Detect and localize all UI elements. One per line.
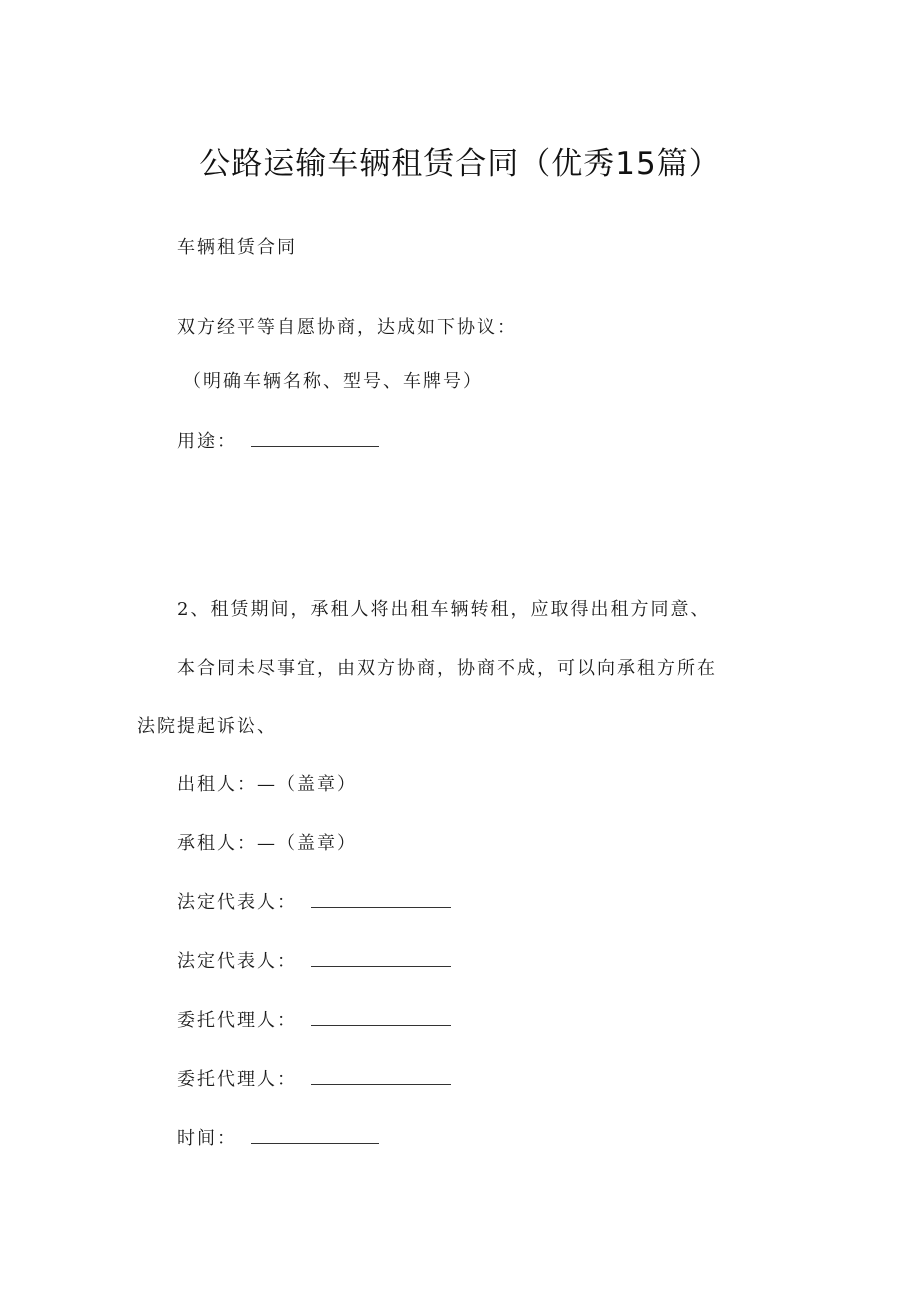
- legal-rep-blank-1: [311, 891, 451, 908]
- legal-rep-row-2: [177, 950, 451, 974]
- purpose-row: [177, 430, 379, 454]
- clause-misc-line2: 法院提起诉讼、: [137, 716, 277, 737]
- legal-rep-label-2: 法定代表人：: [177, 951, 297, 972]
- agent-blank-2: [311, 1068, 451, 1085]
- legal-rep-row-1: [177, 891, 451, 915]
- vehicle-note: （明确车辆名称、型号、车牌号）: [183, 371, 483, 392]
- legal-rep-blank-2: [311, 950, 451, 967]
- lessee-signature: 承租人：—（盖章）: [177, 833, 357, 854]
- time-row: [177, 1127, 379, 1151]
- purpose-blank: [251, 430, 379, 447]
- document-title: 公路运输车辆租赁合同（优秀15篇）: [199, 146, 721, 182]
- clause-2: 2、租赁期间，承租人将出租车辆转租，应取得出租方同意、: [177, 599, 711, 620]
- agent-label-2: 委托代理人：: [177, 1069, 297, 1090]
- intro-text: 双方经平等自愿协商，达成如下协议：: [177, 317, 517, 338]
- time-blank: [251, 1127, 379, 1144]
- agent-label-1: 委托代理人：: [177, 1010, 297, 1031]
- agent-row-2: [177, 1068, 451, 1092]
- clause-misc-line1: 本合同未尽事宜，由双方协商，协商不成，可以向承租方所在: [177, 658, 717, 679]
- agent-blank-1: [311, 1009, 451, 1026]
- time-label: 时间：: [177, 1128, 237, 1149]
- purpose-label: 用途：: [177, 431, 237, 452]
- agent-row-1: [177, 1009, 451, 1033]
- legal-rep-label-1: 法定代表人：: [177, 892, 297, 913]
- lessor-signature: 出租人：—（盖章）: [177, 774, 357, 795]
- contract-subtitle: 车辆租赁合同: [177, 237, 297, 258]
